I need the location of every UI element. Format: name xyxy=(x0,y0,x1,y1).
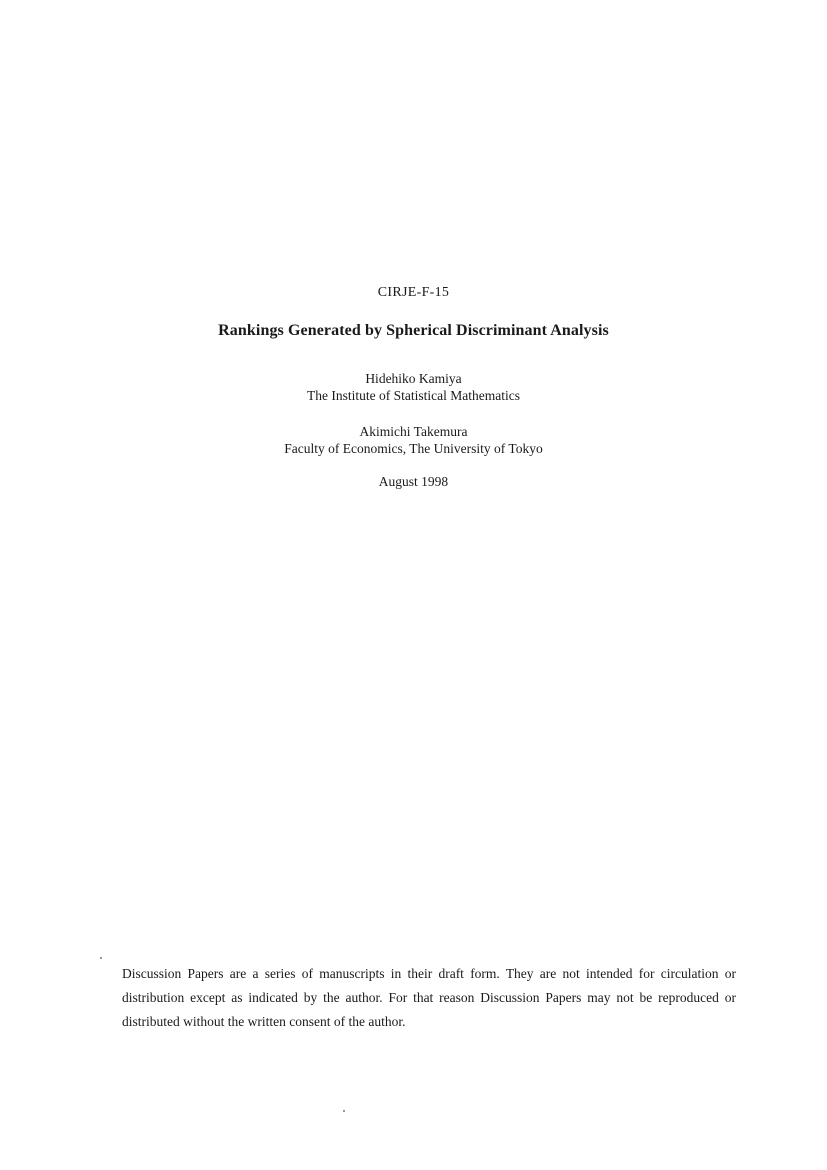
scan-speck xyxy=(343,1110,345,1112)
author-name-1: Hidehiko Kamiya xyxy=(365,371,462,386)
author-name-2: Akimichi Takemura xyxy=(359,424,468,439)
paper-title: Rankings Generated by Spherical Discriminant Analysis xyxy=(218,322,609,339)
scan-speck xyxy=(100,957,102,959)
discussion-paper-notice: Discussion Papers are a series of manuscripts in their draft form. They are not intended for circulation or distribution except as indicated by the author. For that reason Discussion Papers may not be reproduced or distributed without the written consent of the author. xyxy=(122,966,736,1029)
author-affiliation-2: Faculty of Economics, The University of Tokyo xyxy=(284,441,543,456)
publication-date: August 1998 xyxy=(378,474,449,489)
report-id: CIRJE-F-15 xyxy=(377,285,450,300)
author-affiliation-1: The Institute of Statistical Mathematics xyxy=(307,388,520,403)
